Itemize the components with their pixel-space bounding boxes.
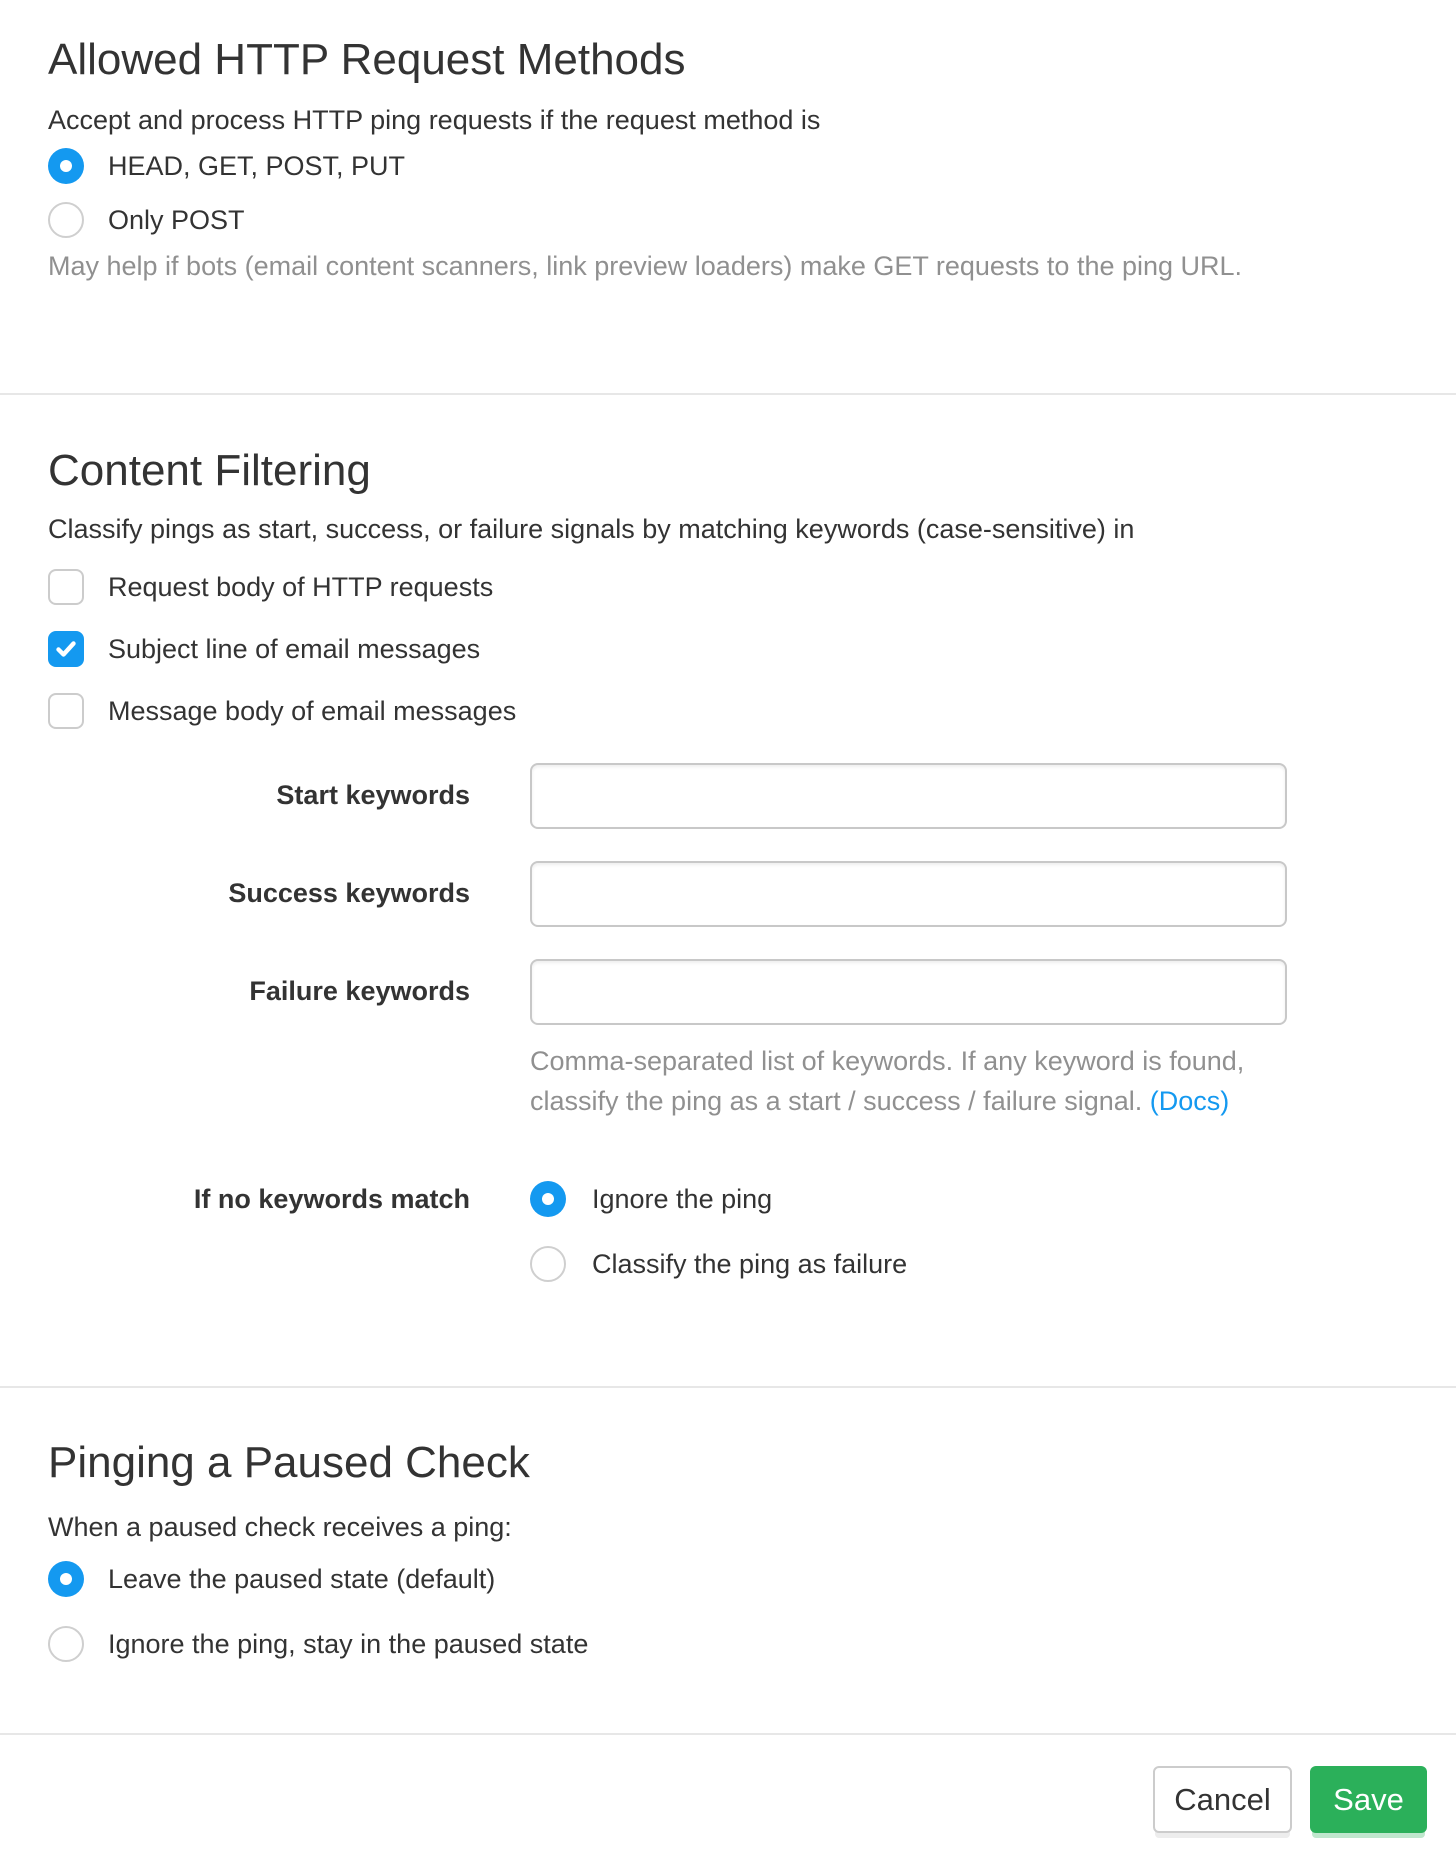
keywords-help-text	[530, 1041, 1320, 1121]
radio-option-label: HEAD, GET, POST, PUT	[108, 150, 406, 181]
radio-unselected-icon[interactable]	[530, 1246, 566, 1282]
radio-option-stay-paused-state[interactable]	[48, 1626, 1408, 1662]
cancel-button[interactable]: Cancel	[1153, 1766, 1292, 1833]
success-keywords-label: Success keywords	[228, 878, 470, 908]
radio-option-label: Ignore the ping, stay in the paused state	[108, 1628, 589, 1659]
allowed-methods-title: Allowed HTTP Request Methods	[48, 35, 686, 84]
radio-option-label: Leave the paused state (default)	[108, 1563, 496, 1594]
no-keywords-match-label: If no keywords match	[193, 1184, 470, 1214]
paused-check-title: Pinging a Paused Check	[48, 1438, 530, 1487]
radio-unselected-icon[interactable]	[48, 1626, 84, 1662]
checkbox-message-body[interactable]	[48, 693, 1408, 729]
start-keywords-input[interactable]	[530, 763, 1287, 829]
checkbox-label: Subject line of email messages	[108, 633, 481, 664]
failure-keywords-label: Failure keywords	[249, 976, 470, 1006]
save-button[interactable]: Save	[1310, 1766, 1427, 1833]
only-post-help-text: May help if bots (email content scanners, link preview loaders) make GET requests to the ping URL.	[48, 251, 1243, 281]
form-row-failure-keywords	[48, 959, 1408, 1025]
form-row-start-keywords	[48, 763, 1408, 829]
section-pinging-paused-check	[0, 1388, 1456, 1733]
start-keywords-label: Start keywords	[276, 780, 470, 810]
checkbox-checked-icon[interactable]	[48, 631, 84, 667]
radio-option-label: Only POST	[108, 204, 245, 235]
content-filtering-title: Content Filtering	[48, 446, 371, 495]
radio-option-classify-as-failure[interactable]	[530, 1246, 907, 1282]
allowed-methods-subtitle: Accept and process HTTP ping requests if the request method is	[48, 105, 821, 135]
radio-unselected-icon[interactable]	[48, 202, 84, 238]
radio-option-ignore-the-ping[interactable]	[530, 1181, 907, 1217]
radio-selected-icon[interactable]	[48, 148, 84, 184]
radio-selected-icon[interactable]	[530, 1181, 566, 1217]
checkbox-label: Request body of HTTP requests	[108, 571, 494, 602]
radio-selected-icon[interactable]	[48, 1561, 84, 1597]
failure-keywords-input[interactable]	[530, 959, 1287, 1025]
section-allowed-http-methods	[0, 0, 1456, 393]
footer-action-bar	[0, 1735, 1456, 1864]
section-content-filtering	[0, 395, 1456, 1386]
form-row-no-keywords-match	[48, 1181, 1408, 1282]
radio-option-label: Classify the ping as failure	[592, 1248, 908, 1279]
radio-option-head-get-post-put[interactable]	[48, 148, 1408, 184]
paused-check-subtitle: When a paused check receives a ping:	[48, 1512, 512, 1542]
success-keywords-input[interactable]	[530, 861, 1287, 927]
radio-option-label: Ignore the ping	[592, 1183, 773, 1214]
radio-option-leave-paused-state[interactable]	[48, 1561, 1408, 1597]
checkbox-unchecked-icon[interactable]	[48, 693, 84, 729]
keywords-help-line2: classify the ping as a start / success / failure signal.	[530, 1086, 1143, 1116]
keywords-help-line1: Comma-separated list of keywords. If any keyword is found,	[530, 1046, 1245, 1076]
checkbox-request-body[interactable]	[48, 569, 1408, 605]
checkbox-unchecked-icon[interactable]	[48, 569, 84, 605]
checkbox-label: Message body of email messages	[108, 695, 517, 726]
radio-option-only-post[interactable]	[48, 202, 1408, 238]
docs-link[interactable]: (Docs)	[1149, 1086, 1230, 1116]
checkbox-subject-line[interactable]	[48, 631, 1408, 667]
form-row-success-keywords	[48, 861, 1408, 927]
content-filtering-subtitle: Classify pings as start, success, or failure signals by matching keywords (case-sensitive) in	[48, 514, 1135, 544]
no-keywords-match-radio-group	[530, 1181, 907, 1282]
